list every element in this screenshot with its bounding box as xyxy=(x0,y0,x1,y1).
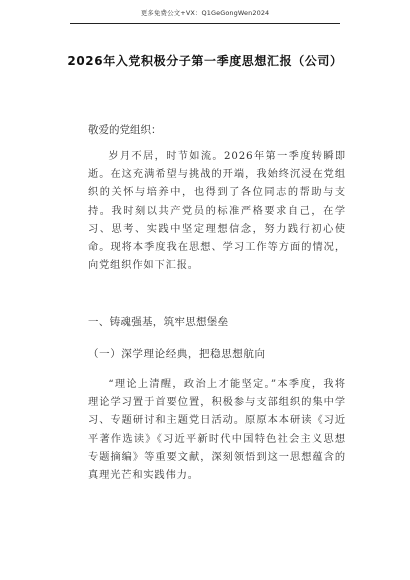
header-note: 更多免费公文+VX：Q1GeGongWen2024 xyxy=(140,9,270,17)
sub-section-paragraph: “理论上清醒，政治上才能坚定。”本季度，我将理论学习置于首要位置，积极参与支部组织的集中学习、专题研讨和主题党日活动。原原本本研读《习近平著作选读》《习近平新时代中国特色社会主义思想专题摘编》等重要文献，深刻领悟到这一思想蕴含的真理光芒和实践伟力。 xyxy=(88,379,346,482)
section-heading: 一、铸魂强基，筑牢思想堡垒 xyxy=(88,316,229,328)
sub-heading: （一）深学理论经典，把稳思想航向 xyxy=(88,348,266,360)
salutation: 敬爱的党组织： xyxy=(88,124,162,136)
header-divider xyxy=(70,23,340,24)
document-title: 2026年入党积极分子第一季度思想汇报（公司） xyxy=(67,54,343,68)
body-paragraph: 岁月不居，时节如流。2026年第一季度转瞬即逝。在这充满希望与挑战的开端，我始终沉浸在党组织的关怀与培养中，也得到了各位同志的帮助与支持。我时刻以共产党员的标准严格要求自己，在学习、思考、实践中坚定理想信念，努力践行初心使命。现将本季度我在思想、学习工作等方面的情况，向党组织作如下汇报。 xyxy=(88,151,346,272)
